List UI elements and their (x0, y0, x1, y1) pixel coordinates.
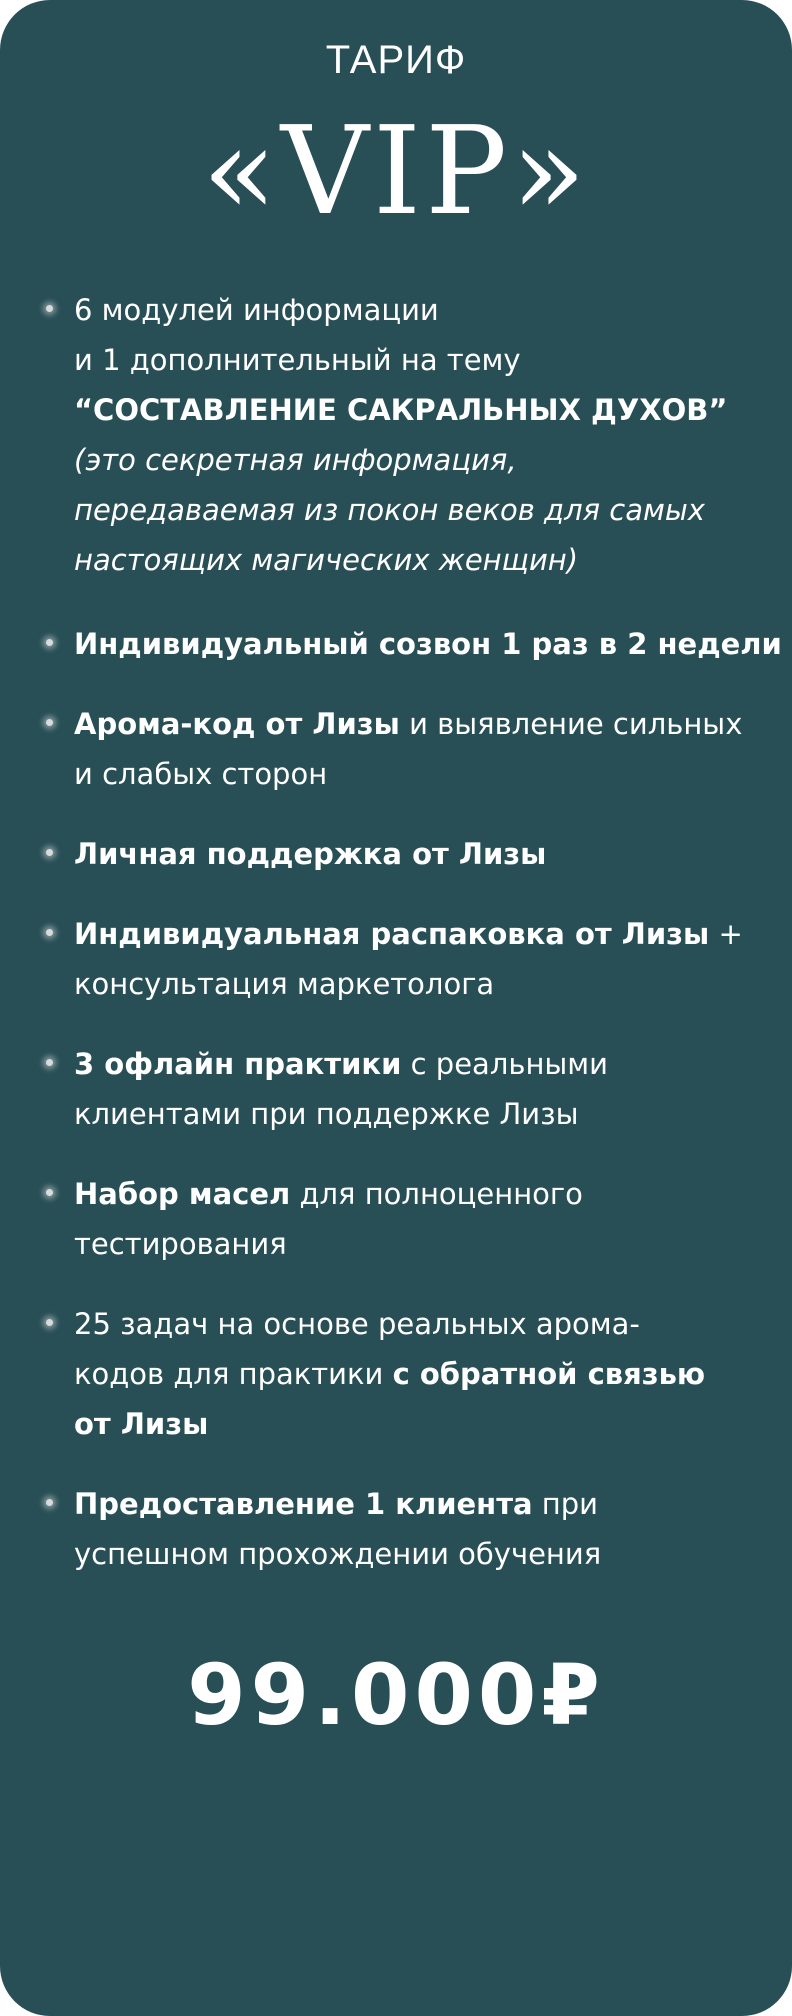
feature-text: для полноценного (290, 1177, 583, 1211)
feature-line (74, 699, 786, 749)
feature-text: с реальными (401, 1047, 609, 1081)
feature-call (74, 619, 786, 669)
bullet-icon (46, 1059, 53, 1066)
feature-tasks (74, 1299, 786, 1449)
feature-line: и 1 дополнительный на тему (74, 343, 521, 377)
feature-highlight: 3 офлайн практики (74, 1047, 402, 1081)
feature-note-line: настоящих магических женщин) (74, 543, 579, 577)
feature-note-line: передаваемая из покон веков для самых (74, 493, 705, 527)
feature-line: успешном прохождении обучения (74, 1537, 602, 1571)
bullet-icon (46, 305, 53, 312)
feature-line: консультация маркетолога (74, 967, 495, 1001)
feature-highlight: Набор масел (74, 1177, 291, 1211)
bullet-icon (46, 719, 53, 726)
bullet-icon (46, 849, 53, 856)
feature-note-line: (это секретная информация, (74, 443, 517, 477)
tariff-label: ТАРИФ (325, 38, 467, 82)
feature-line (74, 1169, 786, 1219)
feature-offline-practice (74, 1039, 786, 1139)
feature-line-bold: от Лизы (74, 1407, 209, 1441)
feature-modules (74, 285, 786, 585)
feature-text: и выявление сильных (399, 707, 743, 741)
feature-line (74, 909, 786, 959)
feature-highlight: с обратной связью (392, 1357, 706, 1391)
feature-line (74, 1039, 786, 1089)
feature-aroma-code (74, 699, 786, 799)
feature-highlight: Предоставление 1 клиента (74, 1487, 533, 1521)
feature-support (74, 829, 786, 879)
feature-highlight: Арома-код от Лизы (74, 707, 400, 741)
feature-line-bold: Индивидуальный созвон 1 раз в 2 недели (74, 627, 782, 661)
bullet-icon (46, 1319, 53, 1326)
feature-line: тестирования (74, 1227, 287, 1261)
bullet-icon (46, 639, 53, 646)
feature-line: 25 задач на основе реальных арома- (74, 1307, 640, 1341)
tariff-name: «VIP» (202, 100, 590, 242)
feature-list (74, 285, 786, 1609)
bullet-icon (46, 1499, 53, 1506)
feature-text: кодов для практики (74, 1357, 393, 1391)
feature-text: + (709, 917, 743, 951)
feature-text: при (532, 1487, 599, 1521)
feature-line: клиентами при поддержке Лизы (74, 1097, 579, 1131)
price: 99.000₽ (187, 1646, 605, 1744)
feature-line-bold: “СОСТАВЛЕНИЕ САКРАЛЬНЫХ ДУХОВ” (74, 393, 728, 427)
bullet-icon (46, 929, 53, 936)
feature-client (74, 1479, 786, 1579)
feature-oil-set (74, 1169, 786, 1269)
feature-highlight: Индивидуальная распаковка от Лизы (74, 917, 710, 951)
feature-unpacking (74, 909, 786, 1009)
bullet-icon (46, 1189, 53, 1196)
feature-line: и слабых сторон (74, 757, 328, 791)
feature-line (74, 1479, 786, 1529)
feature-line: 6 модулей информации (74, 293, 439, 327)
feature-line-bold: Личная поддержка от Лизы (74, 837, 547, 871)
feature-line (74, 1349, 786, 1399)
